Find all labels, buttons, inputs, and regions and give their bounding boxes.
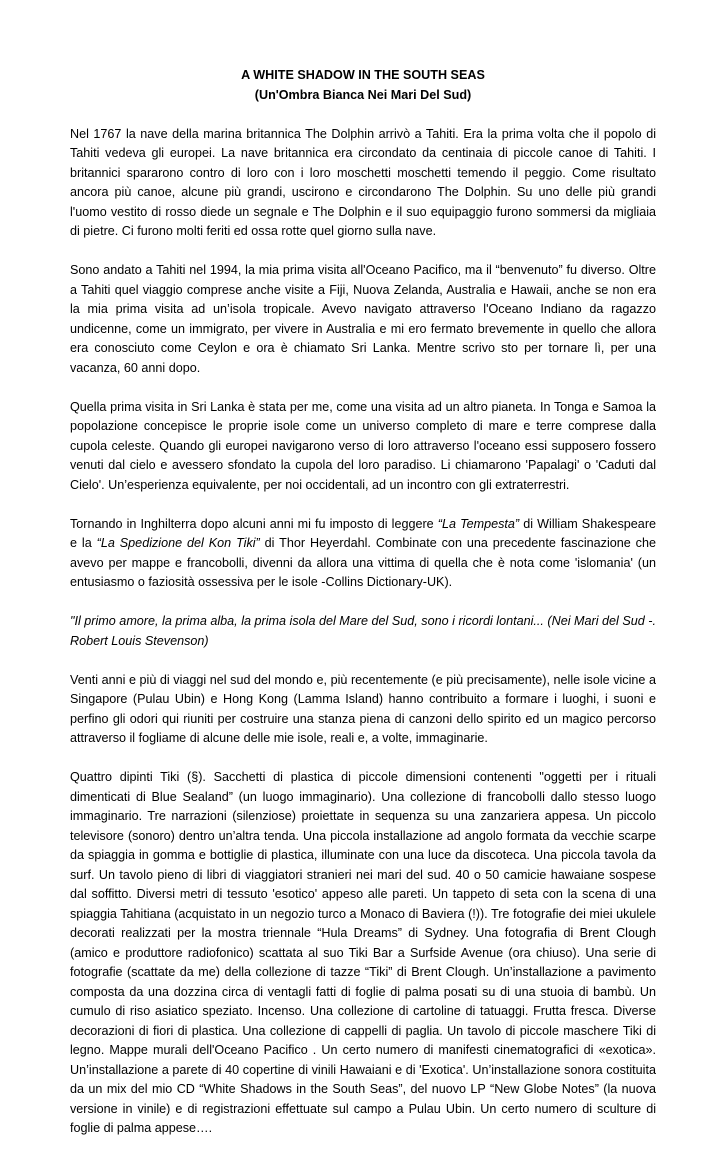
book-title-kon-tiki: “La Spedizione del Kon Tiki” xyxy=(96,536,260,550)
paragraph-islomania xyxy=(70,515,656,593)
document-title: A WHITE SHADOW IN THE SOUTH SEAS xyxy=(241,68,485,82)
document-page xyxy=(70,66,656,1158)
title-spacer xyxy=(70,105,656,125)
book-title-tempest: “La Tempesta” xyxy=(437,516,520,531)
paragraph-tahiti-1994: Sono andato a Tahiti nel 1994, la mia prima visita all'Oceano Pacifico, ma il “benvenuto” fu diverso. Oltre a Tahiti quel viaggio comprese anche visite a Fiji, Nuova Zelanda, Australia e Hawaii, anche se non era la mia prima visita ad un’isola tropicale. Avevo navigato attraverso l'Oceano Indiano da ragazzo undicenne, come un immigrato, per vivere in Australia e mi ero fermato brevemente in quello che allora era conosciuto come Ceylon e ora è chiamato Sri Lanka. Mentre scrivo sto per tornare lì, per una vacanza, 60 anni dopo. xyxy=(70,263,656,375)
paragraph-islomania-text-1: Tornando in Inghilterra dopo alcuni anni mi fu imposto di leggere xyxy=(70,516,438,531)
paragraph-sri-lanka: Quella prima visita in Sri Lanka è stata per me, come una visita ad un altro pianeta. In Tonga e Samoa la popolazione concepisce le proprie isole come un universo completo di mare e terre comprese dalla cupola celeste. Quando gli europei navigarono verso di loro attraverso l'oceano essi supposero fossero venuti dal cielo e avessero sfondato la cupola del loro paradiso. Li chiamarono 'Papalagi' o 'Caduti dal Cielo'. Un’esperienza equivalente, per noi occidentali, ad un incontro con gli extraterrestri. xyxy=(70,399,656,492)
paragraph-islomania-text-2: di William Shakespeare e la xyxy=(70,516,657,550)
paragraph-travels: Venti anni e più di viaggi nel sud del mondo e, più recentemente (e più precisamente), nelle isole vicine a Singapore (Pulau Ubin) e Hong Kong (Lamma Island) hanno contribuito a formare i luoghi, i suoni e perfino gli odori qui riuniti per costruire una stanza piena di canzoni dello spirito ed un magico percorso attraverso il fogliame di alcune delle mie isole, reali e, a volte, immaginarie. xyxy=(70,672,656,745)
paragraph-exhibition-contents: Quattro dipinti Tiki (§). Sacchetti di plastica di piccole dimensioni contenenti "oggetti per i rituali dimenticati di Blue Sealand” (un luogo immaginario). Una collezione di francobolli dallo stesso luogo immaginario. Tre narrazioni (silenziose) proiettate in sequenza su una zanzariera appesa. Un piccolo televisore (sonoro) dentro un’altra tenda. Una piccola installazione ad angolo formata da vecchie scarpe da spiaggia in gomma e bottiglie di plastica, illuminate con una luce da discoteca. Una piccola tavola da surf. Un tavolo pieno di libri di viaggiatori stranieri nei mari del sud. 40 o 50 camicie hawaiane sospese dal soffitto. Diversi metri di tessuto 'esotico' appeso alle pareti. Un tappeto di seta con la scena di una spiaggia Tahitiana (acquistato in un negozio turco a Monaco di Baviera (!)). Tre fotografie dei miei ukulele decorati realizzati per la mostra triennale “Hula Dreams” di Sydney. Una fotografia di Brent Clough (amico e produttore radiofonico) scattata al suo Tiki Bar a Surfside Avenue (ora chiuso). Una serie di fotografie (scattate da me) della collezione di tazze “Tiki” di Brent Clough. Un’installazione a pavimento composta da una dozzina circa di ventagli fatti di foglie di palma posati su di una stuoia di bambù. Un cumulo di riso asiatico speziato. Incenso. Una collezione di cartoline di tatuaggi. Frutta fresca. Diverse decorazioni di fiori di plastica. Una collezione di cappelli di paglia. Un tavolo di piccole maschere Tiki di legno. Mappe murali dell'Oceano Pacifico . Un certo numero di manifesti cinematografici di «exotica». Un’installazione a parete di 40 copertine di vinili Hawaiani e di 'Exotica'. Un’installazione sonora costituita da un mix del mio CD “White Shadows in the South Seas”, del nuovo LP “New Globe Notes” (la nuova versione in vinile) e di registrazioni effettuate sul campo a Pulau Ubin. Un certo numero di sculture di foglie di palma appese…. xyxy=(70,770,656,1135)
paragraph-islomania-text-3: di Thor Heyerdahl. Combinate con una precedente fascinazione che avevo per mappe e francobolli, divenni da allora una vittima di quella che è nota come 'islomania' (un entusiasmo o faziosità ossessiva per le isole -Collins Dictionary-UK). xyxy=(70,536,656,589)
stevenson-quote: "Il primo amore, la prima alba, la prima isola del Mare del Sud, sono i ricordi lontani... (Nei Mari del Sud -. Robert Louis Stevenson) xyxy=(70,614,656,648)
paragraph-dolphin-history: Nel 1767 la nave della marina britannica The Dolphin arrivò a Tahiti. Era la prima volta che il popolo di Tahiti vedeva gli europei. La nave britannica era circondato da centinaia di piccole canoe di Tahiti. I britannici spararono contro di loro con i loro moschetti moschetti temendo il peggio. Come risultato ancora più canoe, alcune più grandi, uscirono e circondarono The Dolphin. Su uno delle più grandi l'uomo vestito di rosso diede un segnale e The Dolphin e il suo equipaggio furono sommersi da migliaia di pietre. Ci furono molti feriti ed ossa rotte quel giorno sulla nave. xyxy=(70,126,656,238)
document-subtitle: (Un'Ombra Bianca Nei Mari Del Sud) xyxy=(254,87,472,102)
